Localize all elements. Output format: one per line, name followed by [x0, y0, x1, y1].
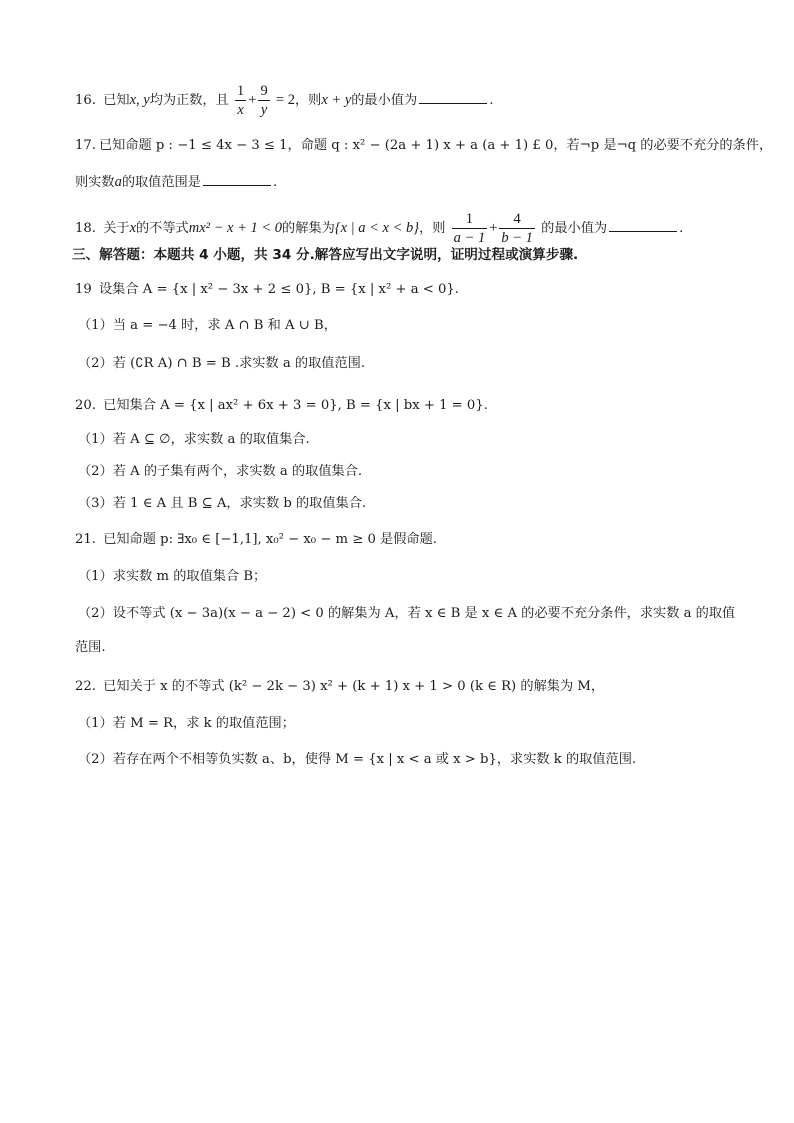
- period: .: [272, 175, 278, 190]
- question-number: 18.: [75, 221, 96, 236]
- period: .: [679, 221, 684, 236]
- question-18: 18. 关于x的不等式mx² − x + 1 < 0的解集为{x | a < x < b}，则 $\frac{1}{a - 1}$ + $\frac{4}{b - 1}$ 的最小值为 .: [75, 211, 684, 246]
- question-21-part-2: （2）设不等式 (x − 3a)(x − a − 2) < 0 的解集为 A，若 x ∈ B 是 x ∈ A 的必要不充分条件，求实数 a 的取值: [78, 606, 736, 621]
- question-stem: 已知命题 p: ∃x₀ ∈ [−1,1], x₀² − x₀ − m ≥ 0 是假命题.: [103, 532, 437, 547]
- question-21: [75, 530, 754, 550]
- question-text: ，则: [294, 93, 322, 108]
- question-19-part-1: （1）当 a = −4 时，求 A ∩ B 和 A ∪ B，: [78, 318, 337, 333]
- question-text: 的解集为: [282, 221, 335, 236]
- question-16: 16. 已知x, y均为正数，且 $\frac{1}{x}$ + $\frac{9}{y}$ = 2，则x + y的最小值为 .: [75, 83, 494, 118]
- question-21-part-2-cont: 范围.: [75, 640, 106, 655]
- question-number: 19: [75, 282, 92, 297]
- answer-blank: [609, 219, 677, 232]
- question-text: ，则: [419, 221, 446, 236]
- question-text: 的不等式: [136, 221, 189, 236]
- math-expr: x: [129, 220, 136, 236]
- question-text: 的最小值为: [541, 221, 608, 236]
- answer-blank: [203, 173, 271, 186]
- fraction: $\frac{4}{b - 1}$: [501, 211, 533, 246]
- question-number: 16.: [75, 93, 96, 108]
- question-number: 22.: [75, 679, 96, 694]
- question-text: 的最小值为: [351, 93, 418, 108]
- fraction: $\frac{1}{a - 1}$: [453, 211, 486, 246]
- question-text: 则实数: [75, 175, 115, 190]
- fraction: $\frac{9}{y}$: [260, 83, 268, 118]
- question-19: [75, 280, 754, 300]
- question-20-part-3: （3）若 1 ∈ A 且 B ⊆ A，求实数 b 的取值集合.: [78, 496, 367, 511]
- answer-blank: [419, 91, 487, 104]
- question-stem: 已知集合 A = {x | ax² + 6x + 3 = 0}, B = {x | bx + 1 = 0}.: [103, 398, 488, 413]
- math-expr: a: [114, 174, 122, 190]
- section-heading: 三、解答题：本题共 4 小题，共 34 分.解答应写出文字说明，证明过程或演算步骤.: [72, 247, 579, 263]
- math-expr: {x | a < x < b}: [334, 220, 420, 236]
- question-number: 17.: [75, 138, 96, 153]
- question-stem: 设集合 A = {x | x² − 3x + 2 ≤ 0}, B = {x | x² + a < 0}.: [98, 282, 459, 297]
- question-20: [75, 396, 754, 416]
- math-expr: = 2: [275, 92, 295, 108]
- question-text: 均为正数，且: [149, 93, 229, 108]
- question-21-part-1: （1）求实数 m 的取值集合 B；: [78, 569, 267, 584]
- question-22-part-2: （2）若存在两个不相等负实数 a、b，使得 M = {x | x < a 或 x > b}，求实数 k 的取值范围.: [78, 752, 637, 767]
- question-17: [75, 136, 773, 156]
- period: .: [489, 93, 494, 108]
- question-22-part-1: （1）若 M = R，求 k 的取值范围；: [78, 716, 295, 731]
- question-text: 已知命题 p : −1 ≤ 4x − 3 ≤ 1，命题 q : x² − (2a + 1) x + a (a + 1) £ 0，若¬p 是¬q 的必要不充分的条件，: [98, 138, 773, 153]
- math-expr: x, y: [129, 92, 150, 108]
- question-17-cont: [75, 172, 754, 193]
- question-stem: 已知关于 x 的不等式 (k² − 2k − 3) x² + (k + 1) x + 1 > 0 (k ∈ R) 的解集为 M，: [103, 679, 605, 694]
- question-number: 20.: [75, 398, 96, 413]
- math-expr: x + y: [321, 92, 352, 108]
- question-20-part-2: （2）若 A 的子集有两个，求实数 a 的取值集合.: [78, 464, 363, 479]
- question-20-part-1: （1）若 A ⊆ ∅，求实数 a 的取值集合.: [78, 432, 310, 447]
- question-text: 已知: [103, 93, 130, 108]
- question-number: 21.: [75, 532, 96, 547]
- fraction: $\frac{1}{x}$: [237, 83, 245, 118]
- question-text: 的取值范围是: [121, 175, 201, 190]
- question-text: 关于: [103, 221, 130, 236]
- question-22: [75, 677, 754, 697]
- math-expr: mx² − x + 1 < 0: [188, 220, 283, 236]
- question-19-part-2: （2）若 (∁R A) ∩ B = B .求实数 a 的取值范围.: [78, 356, 366, 371]
